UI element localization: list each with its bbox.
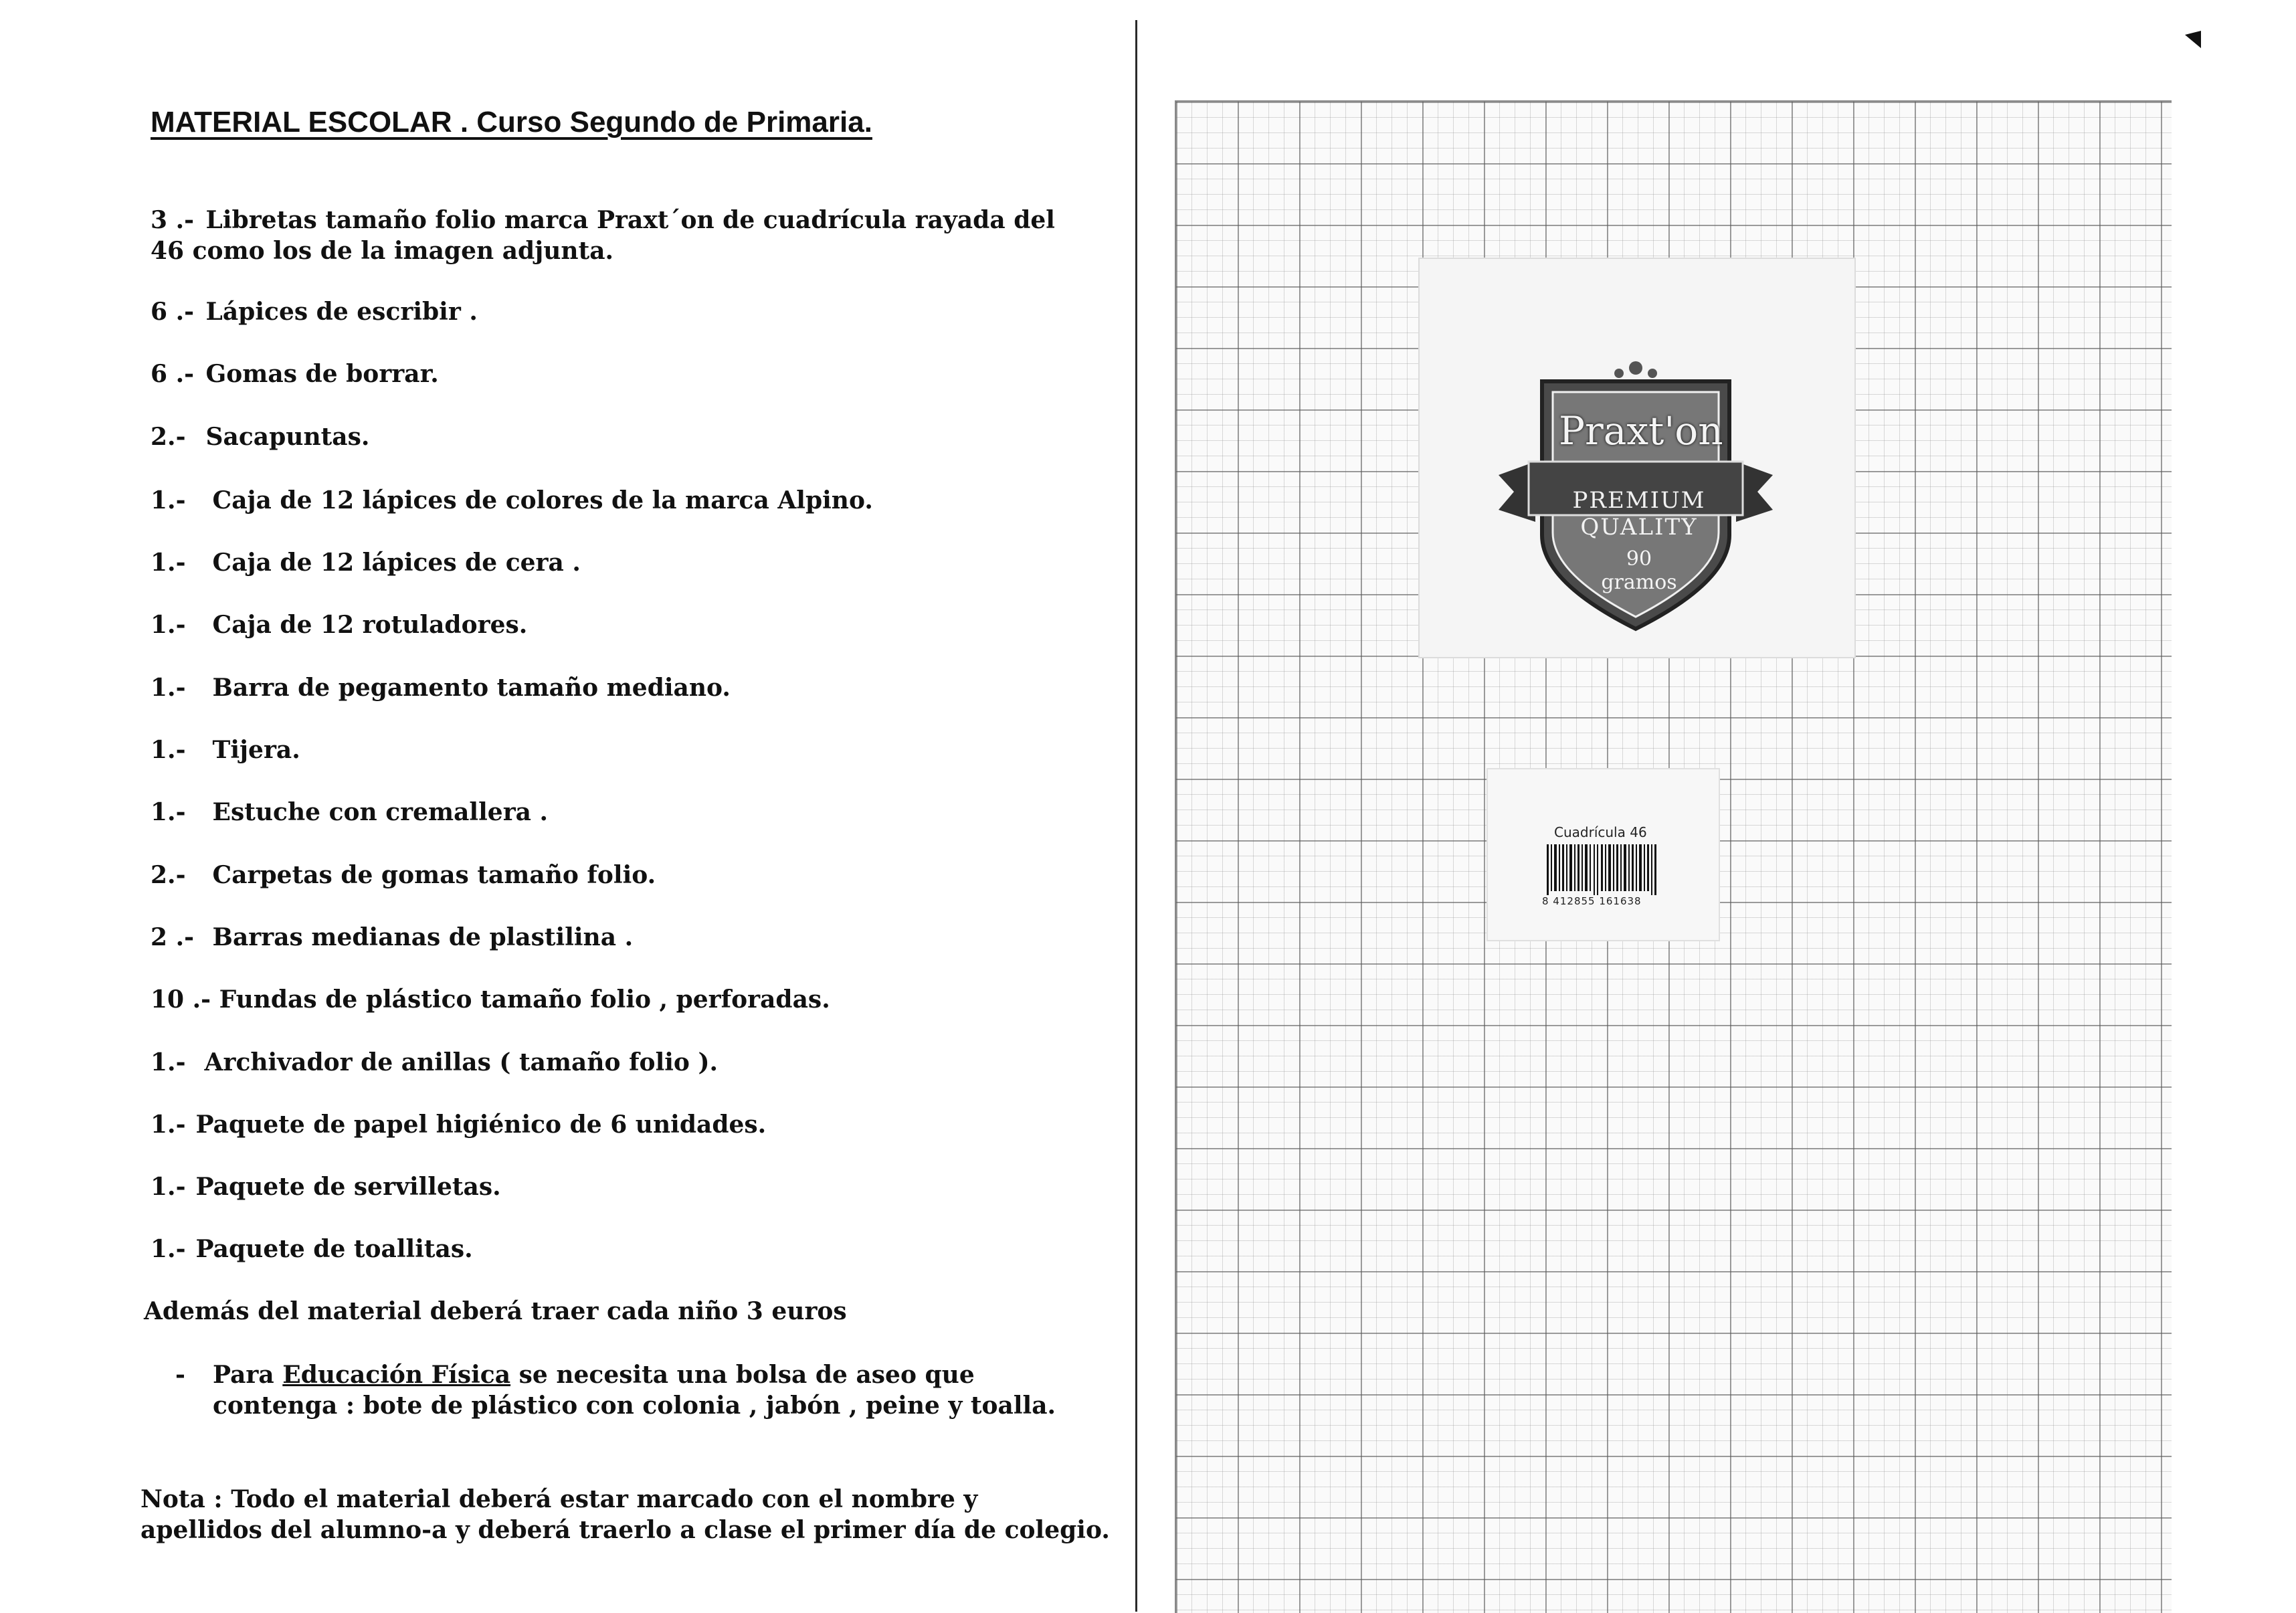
list-item [151,860,656,890]
list-item [151,359,439,389]
money-note: Además del material deberá traer cada niño 3 euros [144,1297,847,1325]
list-item [151,1109,766,1140]
item-quantity: 2.- [151,861,186,889]
list-item [151,485,873,516]
item-quantity: 1.- [151,1173,186,1201]
item-quantity: 6 .- [151,298,195,326]
item-quantity: 1.- [151,611,186,639]
item-text: Lápices de escribir . [205,298,478,326]
pe-subject: Educación Física [282,1361,511,1389]
item-quantity: 1.- [151,549,186,577]
bullet-dash: - [175,1361,185,1389]
final-note-line1: Nota : Todo el material deberá estar marcado con el nombre y [140,1485,978,1513]
pe-note-line2: contenga : bote de plástico con colonia , jabón , peine y toalla. [213,1392,1056,1420]
item-text: Barras medianas de plastilina . [212,923,634,951]
item-text: 46 como los de la imagen adjunta. [151,237,614,265]
quality-ribbon: PREMIUM QUALITY [1572,487,1706,541]
brand-name: Praxt'on [1559,408,1723,454]
item-quantity: 1.- [151,1111,186,1139]
item-text: Sacapuntas. [205,423,370,451]
list-item-continuation [151,235,613,266]
barcode-label: Cuadrícula 46 [1554,824,1647,840]
item-text: Caja de 12 lápices de cera . [212,549,581,577]
item-quantity: 3 .- [151,206,195,234]
list-item [151,296,478,327]
list-item [151,984,830,1015]
barcode-number: 8 412855 161638 [1542,895,1642,907]
school-supply-list-page [0,0,1135,1612]
pe-rest: se necesita una bolsa de aseo que [518,1361,975,1389]
item-text: Paquete de papel higiénico de 6 unidades. [195,1111,767,1139]
item-text: Estuche con cremallera . [212,798,549,826]
item-quantity: 1.- [151,736,186,764]
barcode-icon [1545,844,1666,895]
corner-mark-icon [2185,31,2205,51]
item-text: Fundas de plástico tamaño folio , perforadas. [219,985,830,1014]
item-text: Caja de 12 rotuladores. [212,611,528,639]
final-note-line2: apellidos del alumno-a y deberá traerlo a clase el primer día de colegio. [140,1516,1110,1544]
list-item [151,421,369,452]
list-item [151,797,548,828]
item-quantity: 6 .- [151,360,195,388]
list-item [151,1234,473,1264]
list-item [151,922,633,953]
item-text: Caja de 12 lápices de colores de la marca Alpino. [212,486,873,514]
list-item [151,1047,718,1078]
item-quantity: 1.- [151,1235,186,1263]
item-text: Tijera. [212,736,300,764]
item-quantity: 2.- [151,423,186,451]
list-item [151,547,581,578]
item-text: Barra de pegamento tamaño mediano. [212,674,731,702]
item-text: Archivador de anillas ( tamaño folio ). [204,1048,719,1076]
item-text: Libretas tamaño folio marca Praxt´on de cuadrícula rayada del [205,206,1055,234]
item-text: Paquete de toallitas. [195,1235,473,1263]
item-quantity: 1.- [151,486,186,514]
paper-weight: 90 gramos [1601,547,1677,594]
item-quantity: 1.- [151,1048,186,1076]
list-item [151,735,300,765]
pe-prefix: Para [213,1361,274,1389]
pe-note-line1 [175,1359,975,1390]
list-item [151,1171,501,1202]
page-divider [1135,20,1137,1612]
page-title: MATERIAL ESCOLAR . Curso Segundo de Primaria. [151,106,872,138]
item-quantity: 10 .- [151,985,211,1014]
item-quantity: 1.- [151,798,186,826]
item-text: Gomas de borrar. [205,360,439,388]
item-text: Carpetas de gomas tamaño folio. [212,861,656,889]
item-text: Paquete de servilletas. [195,1173,501,1201]
list-item [151,609,527,640]
list-item [151,205,1055,235]
item-quantity: 1.- [151,674,186,702]
list-item [151,672,731,703]
item-quantity: 2 .- [151,923,195,951]
